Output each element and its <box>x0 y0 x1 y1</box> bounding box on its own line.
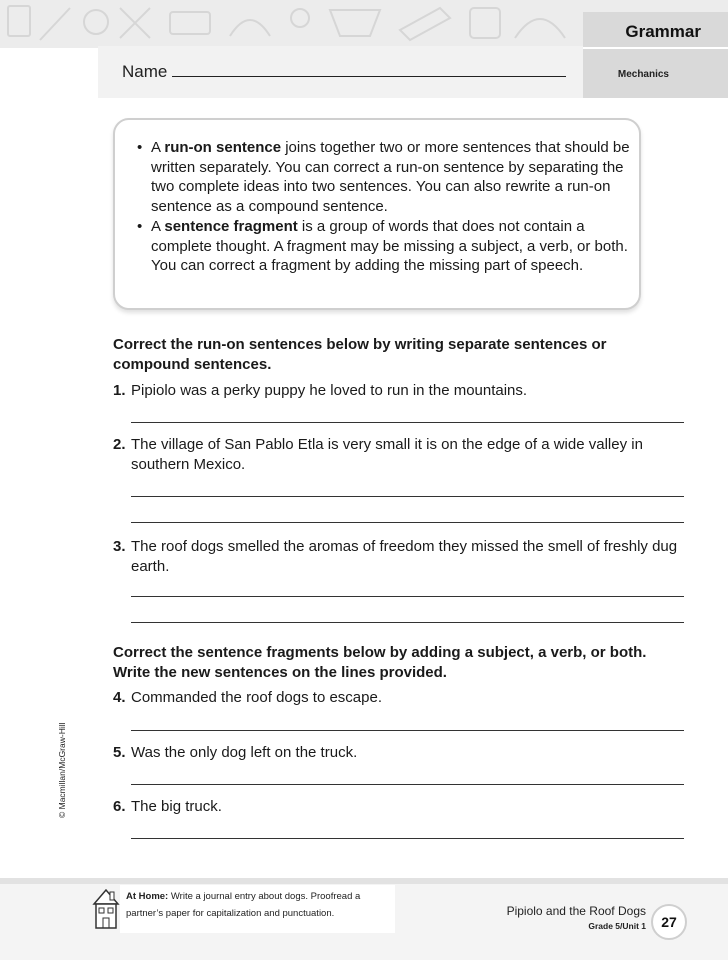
question-number: 5. <box>113 744 126 761</box>
story-title: Pipiolo and the Roof Dogs <box>506 904 646 918</box>
question-number: 2. <box>113 436 126 453</box>
bullet-icon: • <box>137 218 143 235</box>
info-bullet-run-on <box>137 138 631 216</box>
term-sentence-fragment: sentence fragment <box>164 218 298 235</box>
question-text: Pipiolo was a perky puppy he loved to run in the mountains. <box>131 382 528 399</box>
name-label: Name <box>122 62 168 81</box>
question-number: 3. <box>113 538 126 555</box>
question-number: 4. <box>113 689 126 706</box>
question-number: 6. <box>113 798 126 815</box>
subject-title: Grammar <box>625 22 701 41</box>
at-home-text: Write a journal entry about dogs. Proofread a partner’s paper for capitalization and punctuation. <box>126 891 361 919</box>
answer-line[interactable] <box>131 596 684 597</box>
question-text: Was the only dog left on the truck. <box>131 744 358 761</box>
info-bullet-fragment <box>137 217 631 276</box>
answer-line[interactable] <box>131 784 684 785</box>
info-box <box>113 118 641 310</box>
term-run-on-sentence: run-on sentence <box>164 139 282 156</box>
topic-label: Mechanics <box>617 69 669 80</box>
house-icon <box>92 886 120 930</box>
grade-label: Grade 5/Unit 1 <box>588 921 646 931</box>
tab-divider <box>583 47 728 49</box>
name-input-line[interactable] <box>172 76 566 77</box>
at-home-label: At Home: <box>126 891 169 902</box>
bullet-intro: A <box>151 139 165 156</box>
section2-instructions: Correct the sentence fragments below by adding a subject, a verb, or both. Write the new sentences on the lines provided. <box>113 644 647 681</box>
bullet-icon: • <box>137 139 143 156</box>
question-text: The roof dogs smelled the aromas of freedom they missed the smell of freshly dug earth. <box>131 538 678 575</box>
question-text: Commanded the roof dogs to escape. <box>131 689 382 706</box>
bullet-text: joins together two or more sentences that should be written separately. You can correct a run-on sentence by separating the two complete ideas into two sentences. You can also rewrite a run-on sentence as a compound sentence. <box>151 139 630 215</box>
answer-line[interactable] <box>131 522 684 523</box>
question-number: 1. <box>113 382 126 399</box>
answer-line[interactable] <box>131 496 684 497</box>
answer-line[interactable] <box>131 422 684 423</box>
section1-instructions: Correct the run-on sentences below by writing separate sentences or compound sentences. <box>113 336 607 373</box>
question-text: The village of San Pablo Etla is very small it is on the edge of a wide valley in southern Mexico. <box>131 436 643 473</box>
answer-line[interactable] <box>131 730 684 731</box>
answer-line[interactable] <box>131 838 684 839</box>
at-home-note <box>126 888 394 922</box>
answer-line[interactable] <box>131 622 684 623</box>
bullet-intro: A <box>151 218 165 235</box>
footer-divider <box>0 878 728 884</box>
bullet-text: is a group of words that does not contain a complete thought. A fragment may be missing a subject, a verb, or both. You can correct a fragment by adding the missing part of speech. <box>151 218 628 274</box>
copyright-notice: © Macmillan/McGraw-Hill <box>57 722 67 818</box>
page-number: 27 <box>651 904 687 940</box>
question-text: The big truck. <box>131 798 222 815</box>
